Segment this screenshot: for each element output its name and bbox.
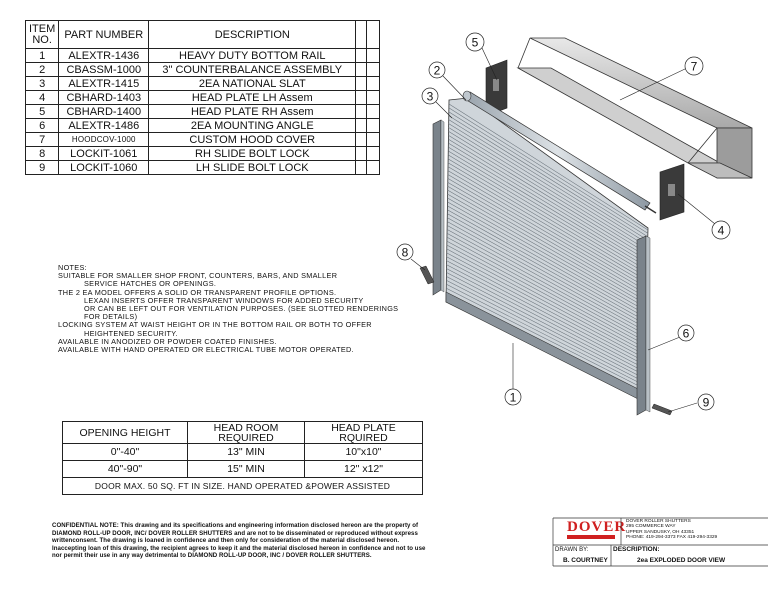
callout-2-label: 2 (433, 63, 441, 78)
callout-5 (466, 33, 484, 51)
mounting-angle-right (637, 236, 650, 415)
part-number: CBHARD-1403 (59, 91, 149, 105)
opening-height-value: 0"-40" (63, 444, 188, 461)
header-description: DESCRIPTION (149, 21, 356, 49)
part-description: 2EA MOUNTING ANGLE (149, 119, 356, 133)
callout-9 (698, 394, 714, 410)
callout-1 (505, 389, 521, 405)
part-description: 2EA NATIONAL SLAT (149, 77, 356, 91)
item-number: 1 (26, 49, 59, 63)
head-plate-value: 10"x10" (305, 444, 423, 461)
description-label: DESCRIPTION: (613, 546, 660, 553)
header-head-plate-text: HEAD PLATE RQUIRED (331, 421, 396, 444)
company-line: 295 COMMERCE WAY (626, 524, 676, 530)
note-line: FOR DETAILS) (84, 312, 138, 322)
callout-7-label: 7 (690, 59, 698, 74)
header-opening-height: OPENING HEIGHT (63, 422, 188, 444)
confidential-line: CONFIDENTIAL NOTE: This drawing and its specifications and engineering information disclosed hereon are the property of (52, 522, 419, 529)
drawn-by-value: B. COURTNEY (563, 557, 608, 564)
slide-bolt-lock-lh (652, 404, 672, 415)
confidential-line: DIAMOND ROLL-UP DOOR, INC/ DOVER ROLLER SHUTTERS and are not to be disseminated or reproduced without express (52, 529, 418, 537)
part-number: ALEXTR-1486 (59, 119, 149, 133)
callout-7 (685, 57, 703, 75)
callout-4-label: 4 (717, 223, 725, 238)
part-number: CBHARD-1400 (59, 105, 149, 119)
part-description: HEAD PLATE LH Assem (149, 91, 356, 105)
part-number: LOCKIT-1061 (59, 147, 149, 161)
callout-9-label: 9 (702, 395, 710, 410)
callout-1-label: 1 (509, 390, 517, 405)
item-number: 5 (26, 105, 59, 119)
head-plate-value: 12" x12" (305, 461, 423, 478)
part-number: LOCKIT-1060 (59, 161, 149, 175)
note-line: LOCKING SYSTEM AT WAIST HEIGHT OR IN THE BOTTOM RAIL OR BOTH TO OFFER (58, 320, 372, 330)
confidential-line: nor permit their use in any way detrimental to DIAMOND ROLL-UP DOOR, INC / DOVER ROLLER SHUTTERS. (52, 552, 372, 560)
item-number: 6 (26, 119, 59, 133)
confidential-line: Inaccepting loan of this drawing, the recipient agrees to keep it and the material disclosed hereon in confidence and not to use (52, 544, 426, 552)
item-number: 9 (26, 161, 59, 175)
part-number: ALEXTR-1436 (59, 49, 149, 63)
hood-cover (518, 38, 752, 178)
mounting-angle-left (433, 120, 444, 295)
title-block-frame (553, 518, 768, 566)
callout-8-label: 8 (401, 245, 409, 260)
note-line: AVAILABLE IN ANODIZED OR POWDER COATED FINISHES. (58, 336, 277, 346)
part-description: HEAVY DUTY BOTTOM RAIL (149, 49, 356, 63)
callout-5-label: 5 (471, 35, 479, 50)
header-item-no: ITEM NO. (26, 21, 59, 49)
part-description: LH SLIDE BOLT LOCK (149, 161, 356, 175)
door-max-note: DOOR MAX. 50 SQ. FT IN SIZE. HAND OPERATED &POWER ASSISTED (63, 478, 423, 495)
description-value: 2ea EXPLODED DOOR VIEW (637, 557, 726, 564)
note-line: LEXAN INSERTS OFFER TRANSPARENT WINDOWS FOR ADDED SECURITY (84, 295, 364, 305)
callout-3-label: 3 (426, 89, 434, 104)
item-number: 8 (26, 147, 59, 161)
part-number: ALEXTR-1415 (59, 77, 149, 91)
note-line: SERVICE HATCHES OR OPENINGS. (84, 279, 217, 289)
part-description: RH SLIDE BOLT LOCK (149, 147, 356, 161)
header-part-number: PART NUMBER (59, 21, 149, 49)
callout-8 (397, 244, 413, 260)
head-room-value: 15" MIN (188, 461, 305, 478)
logo-text: DOVER (567, 519, 627, 535)
company-line: UPPER SANDUSKY, OH 43351 (626, 529, 695, 535)
note-line: AVAILABLE WITH HAND OPERATED OR ELECTRICAL TUBE MOTOR OPERATED. (58, 345, 354, 355)
callout-6 (678, 325, 694, 341)
callout-6-label: 6 (682, 326, 690, 341)
note-line: OR CAN BE LEFT OUT FOR VENTILATION PURPOSES. (SEE SLOTTED RENDERINGS (84, 304, 399, 314)
drawn-by-label: DRAWN BY: (555, 547, 589, 553)
part-description: CUSTOM HOOD COVER (149, 133, 356, 147)
part-description: HEAD PLATE RH Assem (149, 105, 356, 119)
slide-bolt-lock-rh (420, 266, 434, 284)
item-number: 3 (26, 77, 59, 91)
confidential-line: writtenconsent. The drawing is loaned in confidence and then only for consideration of the material disclosed hereon. (52, 537, 400, 545)
head-room-value: 13" MIN (188, 444, 305, 461)
callout-4 (712, 221, 730, 239)
callout-2 (429, 62, 445, 78)
item-number: 2 (26, 63, 59, 77)
part-number: CBASSM-1000 (59, 63, 149, 77)
opening-height-value: 40"-90" (63, 461, 188, 478)
note-line: HEIGHTENED SECURITY. (84, 328, 178, 338)
notes-heading: NOTES: (58, 263, 87, 272)
head-plate-lh (660, 164, 684, 220)
part-description: 3" COUNTERBALANCE ASSEMBLY (149, 63, 356, 77)
company-line: DOVER ROLLER SHUTTERS (626, 519, 691, 524)
note-line: THE 2 EA MODEL OFFERS A SOLID OR TRANSPARENT PROFILE OPTIONS. (58, 287, 337, 297)
callout-3 (422, 88, 438, 104)
company-line: PHONE: 419-294-3373 FAX 419-294-3329 (626, 535, 718, 541)
note-line: SUITABLE FOR SMALLER SHOP FRONT, COUNTERS, BARS, AND SMALLER (58, 271, 338, 281)
header-head-room-text: HEAD ROOM REQUIRED (213, 421, 279, 444)
item-number: 4 (26, 91, 59, 105)
item-number: 7 (26, 133, 59, 147)
part-number: HOODCOV-1000 (59, 133, 149, 147)
